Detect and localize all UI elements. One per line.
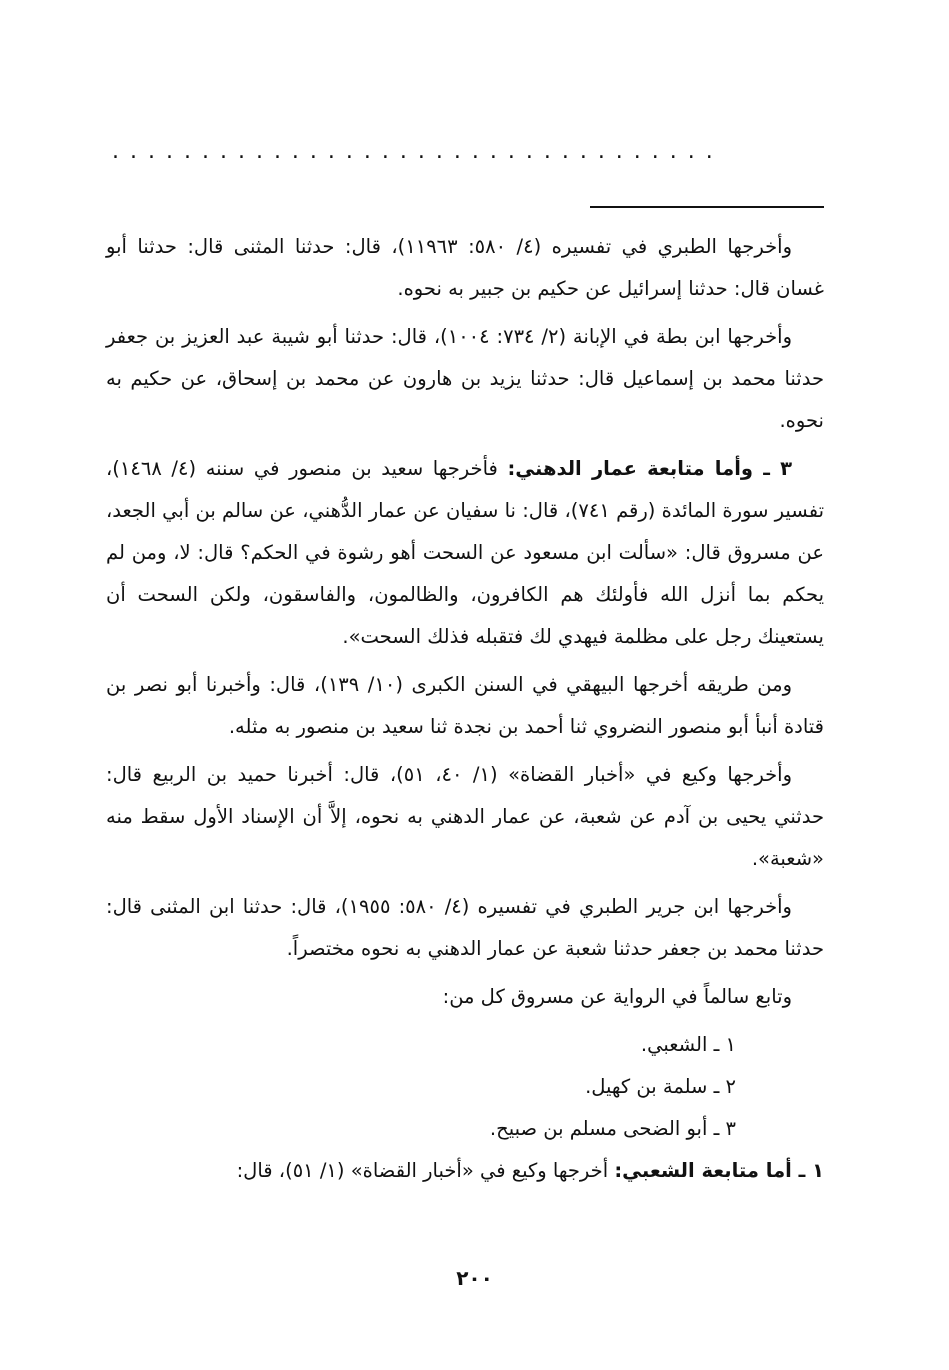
page-number: ٢٠٠ <box>456 1266 493 1290</box>
section-heading-ammar: ٣ ـ وأما متابعة عمار الدهني: <box>507 457 792 480</box>
paragraph-shabi <box>106 1150 824 1192</box>
paragraph-waki: وأخرجها وكيع في «أخبار القضاة» (١/ ٤٠، ٥١)، قال: أخبرنا حميد بن الربيع قال: حدثني يحيى بن آدم عن شعبة، عن عمار الدهني به نحوه، إلاَّ أن الإسناد الأول سقط منه «شعبة». <box>106 763 824 870</box>
paragraph-shabi-text: أخرجها وكيع في «أخبار القضاة» (١/ ٥١)، قال: <box>236 1159 615 1182</box>
paragraph-followers-intro: وتابع سالماً في الرواية عن مسروق كل من: <box>442 985 792 1008</box>
paragraph-ammar-dahni <box>106 448 824 658</box>
footnote-body <box>106 226 824 1198</box>
list-item: ٢ ـ سلمة بن كهيل. <box>585 1075 736 1098</box>
paragraph-ibn-jarir: وأخرجها ابن جرير الطبري في تفسيره (٤/ ٥٨٠: ١٩٥٥)، قال: حدثنا ابن المثنى قال: حدثنا محمد بن جعفر حدثنا شعبة عن عمار الدهني به نحوه مختصراً. <box>106 895 824 960</box>
section-heading-shabi: ١ ـ أما متابعة الشعبي: <box>614 1159 824 1182</box>
paragraph-ibn-batta: وأخرجها ابن بطة في الإبانة (٢/ ٧٣٤: ١٠٠٤)، قال: حدثنا أبو شيبة عبد العزيز بن جعفر حدثنا محمد بن إسماعيل قال: حدثنا يزيد بن هارون عن محمد بن إسحاق، عن حكيم به نحوه. <box>106 325 824 432</box>
list-item: ٣ ـ أبو الضحى مسلم بن صبيح. <box>489 1117 736 1140</box>
list-item: ١ ـ الشعبي. <box>640 1033 736 1056</box>
footnote-rule <box>590 206 824 208</box>
dotted-separator: .................................. <box>112 140 724 164</box>
paragraph-bayhaqi: ومن طريقه أخرجها البيهقي في السنن الكبرى (١٠/ ١٣٩)، قال: وأخبرنا أبو نصر بن قتادة أنبأ أبو منصور النضروي ثنا أحمد بن نجدة ثنا سعيد بن منصور به مثله. <box>106 673 824 738</box>
paragraph-tabari-tafsir: وأخرجها الطبري في تفسيره (٤/ ٥٨٠: ١١٩٦٣)، قال: حدثنا المثنى قال: حدثنا أبو غسان قال: حدثنا إسرائيل عن حكيم بن جبير به نحوه. <box>106 235 824 300</box>
paragraph-ammar-text: فأخرجها سعيد بن منصور في سننه (٤/ ١٤٦٨)، تفسير سورة المائدة (رقم ٧٤١)، قال: نا سفيان عن عمار الدُّهني، عن سالم بن أبي الجعد، عن مسروق قال: «سألت ابن مسعود عن السحت أهو رشوة في الحكم؟ قال: لا، ومن لم يحكم بما أنزل الله فأولئك هم الكافرون، والظالمون، والفاسقون، ولكن السحت أن يستعينك رجل على مظلمة فيهدي لك فتقبله فذلك السحت». <box>106 457 824 648</box>
